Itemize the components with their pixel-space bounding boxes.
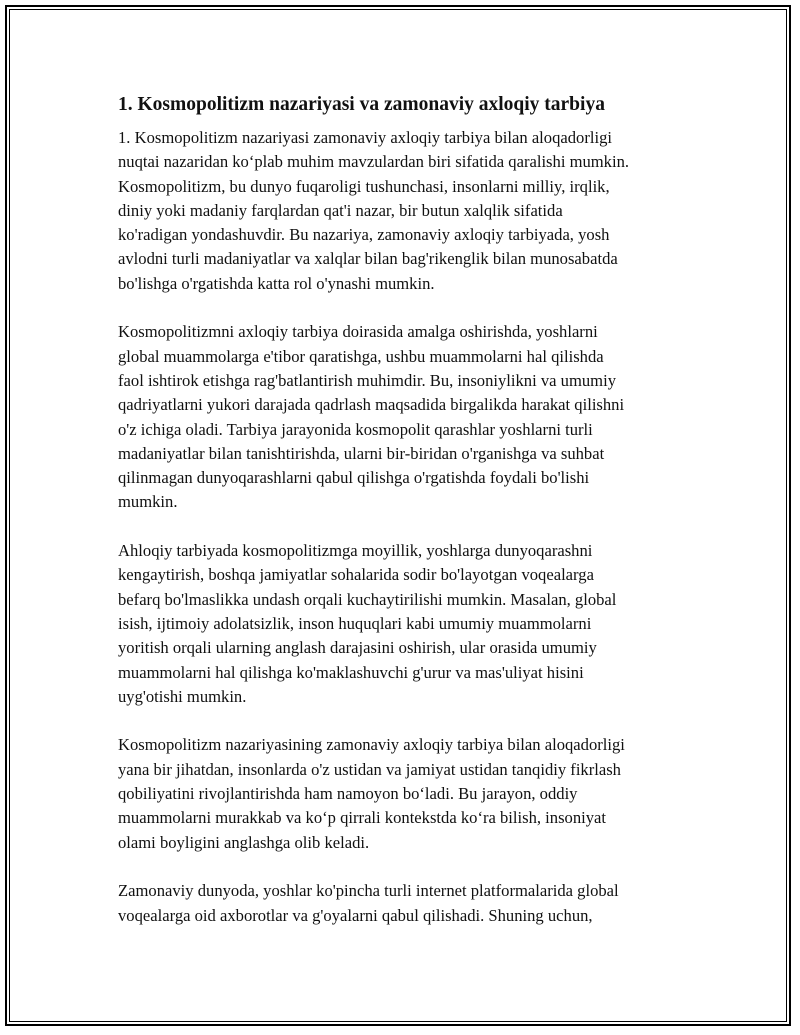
text-line: olami boyligini anglashga olib keladi. — [118, 832, 370, 852]
paragraph-5 — [118, 879, 688, 928]
text-line: faol ishtirok etishga rag'batlantirish muhimdir. Bu, insoniylikni va umumiy — [118, 370, 616, 390]
text-line: qadriyatlarni yukori darajada qadrlash maqsadida birgalikda harakat qilishni — [118, 395, 625, 415]
text-line: voqealarga oid axborotlar va g'oyalarni qabul qilishadi. Shuning uchun, — [118, 905, 593, 925]
text-line: qilinmagan dunyoqarashlarni qabul qilishga o'rgatishda foydali bo'lishi — [118, 468, 590, 488]
paragraph-1 — [118, 126, 688, 296]
text-line: muammolarni murakkab va ko‘p qirrali kontekstda ko‘ra bilish, insoniyat — [118, 808, 607, 828]
text-line: avlodni turli madaniyatlar va xalqlar bilan bag'rikenglik bilan munosabatda — [118, 249, 618, 269]
section-heading: 1. Kosmopolitizm nazariyasi va zamonaviy axloqiy tarbiya — [118, 94, 605, 115]
paragraph-4 — [118, 733, 688, 854]
text-line: ko'radigan yondashuvdir. Bu nazariya, zamonaviy axloqiy tarbiyada, yosh — [118, 225, 610, 245]
paragraph-2 — [118, 320, 688, 514]
text-line: befarq bo'lmaslikka undash orqali kuchaytirilishi mumkin. Masalan, global — [118, 589, 617, 609]
text-line: isish, ijtimoiy adolatsizlik, inson huquqlari kabi umumiy muammolarni — [118, 613, 592, 633]
text-line: qobiliyatini rivojlantirishda ham namoyon bo‘ladi. Bu jarayon, oddiy — [118, 784, 578, 804]
paragraph-3 — [118, 539, 688, 709]
text-line: Ahloqiy tarbiyada kosmopolitizmga moyillik, yoshlarga dunyoqarashni — [118, 541, 593, 561]
text-line: Kosmopolitizm, bu dunyo fuqaroligi tushunchasi, insonlarni milliy, irqlik, — [118, 176, 610, 196]
text-line: 1. Kosmopolitizm nazariyasi zamonaviy axloqiy tarbiya bilan aloqadorligi — [118, 128, 612, 147]
text-line: o'z ichiga oladi. Tarbiya jarayonida kosmopolit qarashlar yoshlarni turli — [118, 419, 593, 439]
text-line: mumkin. — [118, 492, 178, 512]
text-line: nuqtai nazaridan ko‘plab muhim mavzulardan biri sifatida qaralishi mumkin. — [118, 152, 630, 172]
document-body — [118, 92, 688, 952]
text-line: madaniyatlar bilan tanishtirishda, ularni bir-biridan o'rganishga va suhbat — [118, 443, 605, 463]
text-line: bo'lishga o'rgatishda katta rol o'ynashi mumkin. — [118, 273, 435, 293]
text-line: Zamonaviy dunyoda, yoshlar ko'pincha turli internet platformalarida global — [118, 881, 619, 901]
text-line: kengaytirish, boshqa jamiyatlar sohalarida sodir bo'layotgan voqealarga — [118, 565, 594, 585]
text-line: diniy yoki madaniy farqlardan qat'i nazar, bir butun xalqlik sifatida — [118, 200, 563, 220]
text-line: global muammolarga e'tibor qaratishga, ushbu muammolarni hal qilishda — [118, 346, 604, 366]
text-line: Kosmopolitizmni axloqiy tarbiya doirasida amalga oshirishda, yoshlarni — [118, 322, 598, 342]
text-line: uyg'otishi mumkin. — [118, 686, 247, 706]
text-line: yoritish orqali ularning anglash darajasini oshirish, ular orasida umumiy — [118, 638, 597, 658]
text-line: yana bir jihatdan, insonlarda o'z ustidan va jamiyat ustidan tanqidiy fikrlash — [118, 759, 621, 779]
text-line: Kosmopolitizm nazariyasining zamonaviy axloqiy tarbiya bilan aloqadorligi — [118, 735, 625, 755]
text-line: muammolarni hal qilishga ko'maklashuvchi g'urur va mas'uliyat hisini — [118, 662, 584, 682]
